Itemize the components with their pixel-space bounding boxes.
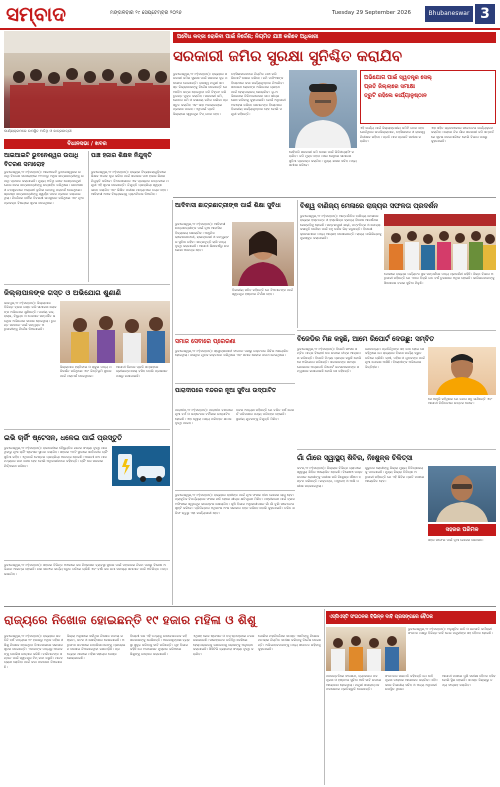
rule-mid-2 — [297, 449, 496, 450]
col-divider-2 — [297, 200, 298, 328]
second-story-body-a: ଭୁବନେଶ୍ୱର,୨୮।୯(ସମ୍ବାଦ): ବିଜେପି ସାଂସଦ ସମ୍ବିତ ପାତ୍ର ବିରୋଧୀ ଦଳ ଉପରେ ତୀବ୍ର ଆକ୍ରମଣ କରିଛନ୍ତି। ବିଜେଡି ମିଥ୍ୟା ପ୍ରଚାର କରୁଛି ବୋଲି ସେ ଅଭିଯୋଗ କରିଛନ୍ତି। ସରକାରଙ୍କ ସମସ୍ତ ଯୋଜନାର ଅଗ୍ରଗତି ରିପୋର୍ଟ ଜନସାଧାରଣଙ୍କ ସମ୍ମୁଖରେ ରଖାଯାଉଛି ବୋଲି ସେ କହିଛନ୍ତି। — [297, 347, 362, 374]
left-story3-body-col2: ଜିଲ୍ଲାପାଳ ହସ୍ପିଟାଲ ଓ ସ୍କୁଲ ମଧ୍ୟ ପରିଦର୍ଶନ କରିଥିଲେ ଏବଂ ଭିତ୍ତିଭୂମି ସୁଧାର ପାଇଁ ପରାମର୍ଶ ଦେଇଥିଲେ। — [60, 365, 112, 378]
mid-story1-headline: ଆଦିବାସୀ ଛାତ୍ରଛାତ୍ରୀଙ୍କ ପାଇଁ ଶିକ୍ଷା ସୁବିଧା — [175, 202, 281, 209]
left-story5-body: ଭୁବନେଶ୍ୱର,୨୮।୯(ସମ୍ବାଦ): ସହରର ବିଭିନ୍ନ ଅଞ୍ଚଳରେ ଜଳ ନିଷ୍କାସନ ବ୍ୟବସ୍ଥା ସୁଧାର ପାଇଁ ମହାନଗର ନିଗମ ପକ୍ଷରୁ ବିଶେଷ ଅଭିଯାନ ଆରମ୍ଭ ହୋଇଛି। ନାଳ ସଫେଇ କାର୍ଯ୍ୟ ଦ୍ରୁତ ଗତିରେ ଚାଲିଛି ଏବଂ ବର୍ଷା ଜଳ ଜମା ସମସ୍ୟା ସମାଧାନ ପାଇଁ ଅତିରିକ୍ତ ପମ୍ପ ଲଗାଯିବ। — [4, 563, 168, 576]
mid-story2-body: ଭୁବନେଶ୍ୱର,୨୮।୯(ସମ୍ବାଦ): ସ୍ୱେଚ୍ଛାସେବୀ ସଂଗଠନ ପକ୍ଷରୁ ରକ୍ତଦାନ ଶିବିର ଆୟୋଜିତ ହୋଇଥିଲା। ଶତାଧିକ ଯୁବକ ରକ୍ତଦାନ କରିଥିଲେ ଏବଂ ସମାଜ ସେବାର ଶପଥ ନେଇଥିଲେ। — [175, 349, 289, 358]
rule-third-top — [175, 383, 295, 384]
lead-kicker-bar — [173, 32, 496, 43]
mid-story2-headline: ସମାଜ ସେବାରେ ପ୍ରେରଣା — [175, 338, 236, 345]
left-story3-body-col1: ଜାଜପୁର,୨୮।୯(ସମ୍ବାଦ): ଜିଲ୍ଲାପାଳ ବିଭିନ୍ନ ବ୍ଲକ ଗସ୍ତ କରି ସାଧାରଣ ଲୋକଙ୍କ ଅଭିଯୋଗ ଶୁଣିଛନ୍ତି। ପାନୀୟ ଜଳ, ରାସ୍ତା, ବିଦ୍ୟୁତ ଓ ପେନସନ ସମ୍ପର୍କିତ ଶତାଧିକ ଅଭିଯୋଗ ଦାଖଲ ହୋଇଥିଲା। ତୁରନ୍ତ ସମାଧାନ ପାଇଁ ସମ୍ପୃକ୍ତ ଅଧିକାରୀଙ୍କୁ ନିର୍ଦ୍ଦେଶ ଦିଆଯାଇଛି। — [4, 301, 57, 332]
page-number: 3 — [475, 4, 495, 24]
rule-mid-3 — [175, 490, 295, 491]
col-divider-1 — [172, 200, 173, 605]
left-story3-photo — [60, 301, 170, 363]
masthead-rule — [0, 28, 500, 30]
rule-lead-bottom — [173, 197, 496, 198]
third-story-body-a: ପାରାଦୀପ,୨୮।୯(ସମ୍ବାଦ): ପାରାଦୀପ ବନ୍ଦରରେ ନୂଆ ବର୍ଥ ଓ କଣ୍ଟେନର ଟର୍ମିନାଲ ଉଦ୍‌ଘାଟିତ ହୋଇଛି। ଏହା ଦ୍ୱାରା ପଣ୍ୟ ପରିବହନ କ୍ଷମତା ବୃଦ୍ଧି ପାଇବ। — [175, 408, 233, 426]
rule-second-top — [297, 330, 496, 331]
lead-box-item3: ତ୍ରୁଟି ରହିଲେ କାର୍ଯ୍ୟାନୁଷ୍ଠାନ — [364, 93, 427, 99]
fourth-story-body-b: ଗୁରୁତର ରୋଗୀଙ୍କୁ ଜିଲ୍ଲା ମୁଖ୍ୟ ଚିକିତ୍ସାଳୟକୁ ପଠାଯାଇଛି। ମୁଖ୍ୟ ଜିଲ୍ଲା ଚିକିତ୍ସା ଅଧିକାରୀ କହିଛନ୍ତି ଯେ ଏହି ଶିବିର ପ୍ରତି ମାସରେ ଆୟୋଜିତ ହେବ। — [365, 466, 425, 484]
section-tag: ବିଧାନସଭା / ଖବର — [67, 141, 107, 147]
left-story2-body: ଭୁବନେଶ୍ୱର,୨୮।୯(ସମ୍ବାଦ): ରାଜ୍ୟର ବିଦ୍ୟାଳୟଗୁଡ଼ିକରେ ଶିକ୍ଷକ ଅଭାବ ଦୂର କରିବା ପାଇଁ ସରକାର ପାଞ୍ଚ ହଜାର ଶିକ୍ଷକ ନିଯୁକ୍ତି କରିବେ। ବିଧାନସଭାରେ ଏକ ପ୍ରଶ୍ନର ଉତ୍ତରରେ ମନ୍ତ୍ରୀ ଏହି ସୂଚନା ଦେଇଛନ୍ତି। ନିଯୁକ୍ତି ପ୍ରକ୍ରିୟା ସ୍ୱଚ୍ଛ ଭାବେ କରାଯିବ ଏବଂ ଲିଖିତ ପରୀକ୍ଷା ମାଧ୍ୟମରେ ଚୟନ ହେବ। ଆଦିବାସୀ ଅଞ୍ଚଳ ବିଦ୍ୟାଳୟକୁ ପ୍ରାଥମିକତା ଦିଆଯିବ। — [91, 170, 169, 197]
rule-left-1 — [4, 284, 170, 285]
bottom-body-col2: ଜିଲ୍ଲା ଅନୁସାରେ ସର୍ବାଧିକ ନିଖୋଜ ମାମଲା ଗଞ୍ଜାମ, କଟକ ଓ ଖୋର୍ଦ୍ଧାରେ ଦେଖାଯାଇଛି। ଅଧିକାଂଶ ଘଟଣାରେ ନାବାଳିକାମାନଙ୍କୁ ପ୍ରଲୋଭନ ଦେଖାଇ ନିଆଯାଇଥିବା ଜଣାପଡ଼ିଛି। ପ୍ରତ୍ୟେକ ଥାନାରେ ମହିଳା ସହାୟତା ଡେସ୍କ ଖୋଲାଯାଇଛି। — [67, 634, 126, 661]
rule-left-3 — [4, 560, 170, 561]
masthead-logo: ସମ୍ବାଦ — [6, 2, 66, 26]
left-col-divider — [88, 151, 89, 282]
bottom-right-headline-bar — [326, 611, 496, 624]
mid-story1-portrait — [232, 222, 294, 286]
right-feature-body-b: ମେଳାରେ ରାଜ୍ୟର ପର୍ଯ୍ୟଟନ ସ୍ଥଳ ସମ୍ପର୍କରେ ମଧ୍ୟ ପ୍ରଦର୍ଶନୀ ରହିଛି। ଶିଳ୍ପ ବିଭାଗ ଅଧିକାରୀ କହିଛନ୍ତି ଯେ ଏଥର ବିକ୍ରି ଗତ ବର୍ଷ ତୁଳନାରେ ଅଧିକ ହୋଇଛି। କାରିଗରମାନଙ୍କୁ ସିଧାସଳଖ ବଜାର ସୁବିଧା ମିଳୁଛି। — [384, 272, 495, 285]
sambit-portrait — [428, 347, 496, 395]
left-story2-headline: ପାଞ୍ଚ ହଜାର ଶିକ୍ଷକ ନିଯୁକ୍ତି — [91, 152, 152, 159]
trade-fair-photo — [384, 214, 496, 270]
left-story3-body-col3: ଆଗାମୀ ଦିନରେ ପ୍ରତି ସପ୍ତାହରେ ଗ୍ରୀଭାନ୍ସ ସେଲ୍ ବସିବ ବୋଲି ପ୍ରଶାସନ ପକ୍ଷରୁ ଜଣାଯାଇଛି। — [116, 365, 168, 378]
mid-story1-body-a: ଭୁବନେଶ୍ୱର,୨୮।୯(ସମ୍ବାଦ): ଆଦିବାସୀ ଛାତ୍ରଛାତ୍ରୀଙ୍କ ପାଇଁ ନୂଆ ଆବାସିକ ବିଦ୍ୟାଳୟ ଖୋଲାଯିବ। ଆଧୁନିକ ଲାବୋରେଟୋରୀ, ଲାଇବ୍ରେରୀ ଓ କମ୍ପ୍ୟୁଟର ସୁବିଧା ରହିବ। ଛାତ୍ରବୃତ୍ତି ରାଶି ମଧ୍ୟ ବୃଦ୍ଧି କରାଯାଇଛି। ଆଗାମୀ ଶିକ୍ଷାବର୍ଷରୁ ନାମଲେଖା ଆରମ୍ଭ ହେବ। — [175, 222, 230, 253]
lead-body-col5: ଏହା ସହିତ ଗ୍ରାମାଞ୍ଚଳରେ ସଚେତନତା କାର୍ଯ୍ୟକ୍ରମ କରାଯିବ। ଲୋକେ ନିଜ ଗାଁର ସରକାରୀ ଜମି ସମ୍ପର୍କରେ ସୂଚନା ଦେଇପାରିବେ ବୋଲି ବିଭାଗ ପକ୍ଷରୁ କୁହାଯାଇଛି। — [431, 126, 494, 144]
masthead — [0, 0, 500, 29]
bottom-right-body-b: ପଦୋନ୍ନତିରେ ସଂରକ୍ଷଣ, ବ୍ୟାକଲଗ ପଦପୂରଣ ଓ ହଷ୍ଟେଲ ସୁବିଧା ଆଦି ଦାବି ଉପରେ ଆଲୋଚନା ହୋଇଥିଲା। ମନ୍ତ୍ରୀ ସକାରାତ୍ମକ ପଦକ୍ଷେପର ପ୍ରତିଶ୍ରୁତି ଦେଇଛନ୍ତି। — [326, 674, 382, 692]
masthead-date-odia: ମଙ୍ଗଳବାର ୨୯ ସେପ୍ଟେମ୍ବର ୨୦୨୬ — [110, 10, 182, 16]
left-story3-headline: ଜିଲ୍ଲାପାଳଙ୍କ ଗସ୍ତ ଓ ଅଭିଯୋଗ ଶୁଣାଣି — [4, 288, 122, 297]
section-tag-bar — [4, 139, 170, 149]
bottom-headline: ରାଜ୍ୟରେ ନିଖୋଜ ହୋଇଛନ୍ତି ୧୯ ହଜାର ମହିଳା ଓ ଶିଶୁ — [4, 613, 257, 627]
crowd-illustration — [4, 31, 170, 128]
rule-bottom-top — [4, 606, 496, 607]
left-story4-body: ଭୁବନେଶ୍ୱର,୨୮।୯(ସମ୍ବାଦ): ରାଜଧାନୀରେ ବୈଦ୍ୟୁତିକ ଯାନର ସଂଖ୍ୟା ବୃଦ୍ଧି ପାଉଥିବାରୁ ନୂଆ ଚାର୍ଜିଂ ଷ୍ଟେସନ ସ୍ଥାପନ କରାଯିବ। ସହରର ୨୦ଟି ସ୍ଥାନରେ ସାର୍ବଜନୀନ ଚାର୍ଜିଂ ସୁବିଧା ରହିବ। ଏଥିପାଇଁ ଟେଣ୍ଡର ପ୍ରକ୍ରିୟା ଆରମ୍ଭ ହୋଇଛି। ଆଗାମୀ ଛଅ ମାସ ମଧ୍ୟରେ କାମ ଶେଷ ହେବ ବୋଲି ଅଧିକାରୀମାନେ କହିଛନ୍ତି। ଚାର୍ଜିଂ ଦର ସରକାର ନିର୍ଦ୍ଧାରଣ କରିବେ। — [4, 446, 108, 468]
ev-charging-graphic — [112, 446, 170, 486]
lead-box-item2: ପ୍ରତି ଜିଲ୍ଲାରେ ସମୀକ୍ଷା — [364, 84, 416, 90]
fourth-story-callout-text: ସହରର ପରିମଳ — [445, 527, 479, 533]
second-story-headline: ବିଜେଡିର ମିଛ କହୁଛି, ଆମେ ରିପୋର୍ଟ ଦେଉଛୁ: ସମ୍ବିତ — [297, 335, 435, 343]
rule-mid-1 — [175, 334, 295, 335]
rule-left-2 — [4, 429, 170, 430]
second-story-body-c: ସେ ଆହୁରି କହିଥିଲେ ଯେ ଜନତା ସବୁ ଜାଣିଛନ୍ତି ଏବଂ ଆଗାମୀ ନିର୍ବାଚନରେ ଉତ୍ତର ଦେବେ। — [428, 397, 493, 406]
lead-sidebar-box — [360, 70, 496, 124]
bottom-right-body-c: ସଂଗଠନର ସଭାପତି କହିଛନ୍ତି ଯେ ଦାବି ପୂରଣ ନହେଲେ ଆନ୍ଦୋଳନ କରାଯିବ। ବୈଠକରେ ବିଭାଗୀୟ ସଚିବ ଓ ଅନ୍ୟ ଅଧିକାରୀ ଉପସ୍ଥିତ ଥିଲେ। — [385, 674, 438, 692]
lead-body-col4: ଏହି କାର୍ଯ୍ୟ ପାଇଁ ଜିଲ୍ଲାସ୍ତରୀୟ କମିଟି ଗଠନ ହେବ ଯେଉଁଥିରେ ଉପଜିଲ୍ଲାପାଳ, ତହସିଲଦାର ଓ ରାଜସ୍ୱ ନିରୀକ୍ଷକ ରହିବେ। ପ୍ରତି ମାସ ପ୍ରଗତି ସମୀକ୍ଷା କରାଯିବ। — [360, 126, 425, 144]
lead-body-col1: ଭୁବନେଶ୍ୱର,୨୮।୯(ସମ୍ବାଦ): ରାଜ୍ୟରେ ସରକାରୀ ଜମିର ସୁରକ୍ଷା ପାଇଁ ସରକାର ଦୃଢ ପଦକ୍ଷେପ ନେଇଛନ୍ତି। ରାଜସ୍ୱ ମନ୍ତ୍ରୀ ସମସ୍ତ ଜିଲ୍ଲାପାଳଙ୍କୁ ନିର୍ଦ୍ଦେଶ ଦେଇଛନ୍ତି ଯେ ଅବୈଧ କବ୍ଜା ହୋଇଥିବା ଜମି ଚିହ୍ନଟ କରି ତୁରନ୍ତ ମୁକ୍ତ କରାଯିବ। ସରକାରୀ ଜମି, ଗୋଚର ଜମି ଓ ଜଳାଶୟ ଜମିର ତାଲିକା ପ୍ରସ୍ତୁତ କରାଯିବ ଏବଂ ତାହା ଅନଲାଇନ୍‌ରେ ପ୍ରକାଶ ପାଇବ। ଏଥିପାଇଁ ପ୍ରତି ଜିଲ୍ଲାରେ ସ୍ୱତନ୍ତ୍ର ଟିମ୍ ଗଠନ ହେବ। — [173, 72, 228, 116]
second-story-body-b: ଗଣମାଧ୍ୟମ ପ୍ରତିନିଧିଙ୍କ ସହ କଥା ହୋଇ ସେ କହିଥିଲେ ଯେ ରାଜ୍ୟରେ ବିକାଶ କାର୍ଯ୍ୟ ଦ୍ରୁତ ଗତିରେ ଚାଲିଛି। ଚାଷୀ, ମହିଳା ଓ ଯୁବକଙ୍କ ପାଇଁ ନୂଆ ଯୋଜନା ଆସିଛି। ବିରୋଧୀଙ୍କ ଅଭିଯୋଗ ଭିତ୍ତିହୀନ। — [365, 347, 425, 369]
masthead-date-en: Tuesday 29 September 2026 — [332, 10, 412, 16]
fourth-story-body-c: ସହର ସଫେଇ ପାଇଁ ନୂଆ ଯୋଜନା ଘୋଷଣା। — [428, 538, 484, 542]
third-story-headline: ପାରାଦୀପରେ ବନ୍ଦରର ନୂଆ ସୁବିଧା ଉଦ୍‌ଘାଟିତ — [175, 387, 277, 394]
bottom-right-body-d: ଆଗାମୀ ମାସରେ ପୁଣି ସମୀକ୍ଷା ବୈଠକ ବସିବ ବୋଲି ସ୍ଥିର ହୋଇଛି। ସମସ୍ତ ଜିଲ୍ଲାରୁ ତଥ୍ୟ ସଂଗ୍ରହ କରାଯିବ। — [442, 674, 496, 687]
lead-photo-students — [4, 31, 170, 128]
lead-body-col2: ତହସିଲଦାରମାନେ ନିୟମିତ ଯାଞ୍ଚ କରି ରିପୋର୍ଟ ଦାଖଲ କରିବେ। ଜମି ମାଫିଆଙ୍କ ବିରୋଧରେ କଡା କାର୍ଯ୍ୟାନୁଷ୍ଠାନ ନିଆଯିବ। ସାଧାରଣ ଲୋକଙ୍କ ଅଭିଯୋଗ ଗ୍ରହଣ ପାଇଁ ହେଲ୍ପଲାଇନ୍ ଖୋଲାଯିବ। ଭୂ-ଅଭିଲେଖର ଡିଜିଟାଇଜେସନ କାମ ଶୀଘ୍ର ଶେଷ କରିବାକୁ କୁହାଯାଇଛି। ଯେଉଁ ଅଧିକାରୀ ଅବହେଳା କରିବେ ସେମାନଙ୍କ ବିରୋଧରେ ବିଭାଗୀୟ କାର୍ଯ୍ୟାନୁଷ୍ଠାନ ହେବ ବୋଲି ମନ୍ତ୍ରୀ କହିଛନ୍ତି। — [231, 72, 286, 116]
lead-headline: ସରକାରୀ ଜମିର ସୁରକ୍ଷା ସୁନିଶ୍ଚିତ କରାଯିବ — [173, 47, 403, 65]
fourth-story-callout — [428, 524, 496, 536]
mid-story3-body: ଭୁବନେଶ୍ୱର,୨୮।୯(ସମ୍ବାଦ): ରାଜ୍ୟରେ ଚାଷୀଙ୍କ ପାଇଁ ନୂଆ ଫସଲ ବୀମା ଯୋଜନା ଲାଗୁ ହେବ। ପ୍ରାକୃତିକ ବିପର୍ଯ୍ୟୟରେ ଫସଲ କ୍ଷତି ହେଲେ ଶୀଘ୍ର କ୍ଷତିପୂରଣ ମିଳିବ। ପଞ୍ଜୀକରଣ ପାଇଁ ବ୍ଲକ ଅଫିସରେ ସ୍ୱତନ୍ତ୍ର କାଉଣ୍ଟର ଖୋଲାଯିବ। କୃଷି ବିଭାଗ ଅଧିକାରୀମାନେ ଗାଁ ଗାଁ ବୁଲି ସଚେତନତା ସୃଷ୍ଟି କରିବେ। ପ୍ରିମିୟମର ଅଧିକାଂଶ ଅଂଶ ସରକାର ବହନ କରିବେ ବୋଲି କୁହାଯାଇଛି। ଚଳିତ ଖରିଫ ଋତୁରୁ ଏହା କାର୍ଯ୍ୟକାରୀ ହେବ। — [175, 493, 295, 515]
bottom-right-photo — [326, 627, 406, 671]
right-feature-headline: ବିଶ୍ୱ ବାଣିଜ୍ୟ ମେଳାରେ ରାଜ୍ୟର ସଫଳତା ପ୍ରଦର୍ଶନ — [300, 202, 438, 210]
lead-kicker: ଅବୈଧ କବ୍ଜା ରୋକିବା ପାଇଁ ନିର୍ଦ୍ଦେଶ; ନିୟମିତ ଯାଞ୍ଚ କରିବେ ଅଧିକାରୀ — [177, 34, 319, 40]
doctor-portrait — [428, 466, 496, 522]
mid-story1-body-b: ବିଭାଗୀୟ ସଚିବ କହିଛନ୍ତି ଯେ ଝିଅମାନଙ୍କ ପାଇଁ ସ୍ୱତନ୍ତ୍ର ହଷ୍ଟେଲ ନିର୍ମାଣ ହେବ। — [232, 288, 293, 297]
edition-label: Bhubaneswar — [428, 10, 470, 17]
fourth-story-headline: ଗାଁ ଗାଁରେ ସ୍ୱାସ୍ଥ୍ୟ ଶିବିର, ନିଃଶୁଳ୍କ ଚିକିତ୍ସା — [297, 454, 413, 462]
lead-photo-caption: କାର୍ଯ୍ୟକ୍ରମରେ ଉପସ୍ଥିତ ଅତିଥି ଓ ଛାତ୍ରଛାତ୍ରୀ — [4, 129, 72, 133]
fourth-story-body-a: କଟକ,୨୮।୯(ସମ୍ବାଦ): ଜିଲ୍ଲାର ବିଭିନ୍ନ ଗ୍ରାମରେ ସ୍ୱାସ୍ଥ୍ୟ ଶିବିର ଆୟୋଜିତ ହୋଇଛି। ବିଶେଷଜ୍ଞ ଡାକ୍ତରମାନେ ରୋଗୀଙ୍କୁ ପରୀକ୍ଷା କରି ନିଃଶୁଳ୍କ ଔଷଧ ବଣ୍ଟନ କରିଛନ୍ତି। ରକ୍ତଚାପ, ମଧୁମେହ ଓ ଆଖି ପରୀକ୍ଷା କରାଯାଇଥିଲା। — [297, 466, 363, 488]
third-story-body-b: ବନ୍ଦର ଅଧ୍ୟକ୍ଷ କହିଛନ୍ତି ଯେ ଚଳିତ ବର୍ଷ ରେକର୍ଡ ପରିମାଣର ପଣ୍ୟ ପରିବହନ ହୋଇଛି। ସ୍ଥାନୀୟ ଯୁବକଙ୍କୁ ନିଯୁକ୍ତି ମିଳିବ। — [236, 408, 295, 421]
bottom-body-col3: ବିରୋଧୀ ଦଳ ଏହି ତଥ୍ୟକୁ ଉଦବେଗଜନକ କହି ସରକାରଙ୍କୁ ଘେରିଛନ୍ତି। ଆଇନଶୃଙ୍ଖଳା ବ୍ୟବସ୍ଥା ସୁଦୃଢ କରିବାକୁ ଦାବି କରିଛନ୍ତି। ଗୃହ ବିଭାଗ କହିଛି ଯେ ଅପରେସନ ମୁସ୍କାନ ଜରିଆରେ ଶିଶୁଙ୍କୁ ଉଦ୍ଧାର କରାଯାଉଛି। — [130, 634, 190, 656]
bottom-right-body-a: ଭୁବନେଶ୍ୱର,୨୮।୯(ସମ୍ବାଦ): ଅନୁସୂଚିତ ଜାତି ଓ ଜନଜାତି କର୍ମଚାରୀ ସଂଗଠନ ପକ୍ଷରୁ ବିଭିନ୍ନ ଦାବି ନେଇ ମନ୍ତ୍ରୀଙ୍କ ସହ ବୈଠକ ହୋଇଛି। — [408, 627, 493, 636]
bottom-right-headline: ଏସ୍‌ସିଏସ୍‌ଟି ସଂଗଠନର ବିଭିନ୍ନ ଦାବି ପ୍ରସଙ୍ଗରେ ବୈଠକ — [329, 615, 433, 620]
bottom-body-col5: ପୋଲିସ ମହାନିର୍ଦ୍ଦେଶକ ସମସ୍ତ ଏସପିଙ୍କୁ ନିଖୋଜ ମାମଲାର ନିୟମିତ ସମୀକ୍ଷା କରିବାକୁ ନିର୍ଦ୍ଦେଶ ଦେଇଛନ୍ତି। ଅଭିଭାବକମାନଙ୍କୁ ମଧ୍ୟ ସଚେତନ ରହିବାକୁ କୁହାଯାଇଛି। — [258, 634, 322, 652]
lead-box-item1: ଅଭିଯୋଗ ପାଇଁ ସ୍ୱତନ୍ତ୍ର ସେଲ୍ — [364, 75, 432, 81]
bottom-divider — [324, 609, 325, 785]
left-story1-headline: ଆଇଆଇଟି ଭୁବନେଶ୍ୱର ଉପାଧି ବିତରଣ ସମାରୋହ — [4, 152, 79, 168]
lead-body-col3: ସେହିପରି ସରକାରୀ ଜମି ଦଖଲ ପାଇଁ ଭିଡିଓଗ୍ରାଫି କରାଯିବ। ଜମି ମୁକ୍ତ ହେବା ପରେ ସେଥିରେ ସାଧାରଣ ସୁବିଧା ପ୍ରକଳ୍ପ କରାଯିବ। ମୁଖ୍ୟ ଶାସନ ସଚିବ ମଧ୍ୟ ସମୀକ୍ଷା କରିବେ। — [289, 150, 357, 168]
edition-badge — [425, 6, 473, 22]
right-feature-body-a: ଭୁବନେଶ୍ୱର,୨୮।୯(ସମ୍ବାଦ): ଆନ୍ତର୍ଜାତିକ ବାଣିଜ୍ୟ ମେଳାରେ ରାଜ୍ୟର ହସ୍ତତନ୍ତ ଓ ହସ୍ତଶିଳ୍ପ ଦ୍ରବ୍ୟ ବିଶେଷ ଆକର୍ଷଣର କେନ୍ଦ୍ରବିନ୍ଦୁ ହୋଇଛି। ସମ୍ବଲପୁରୀ ଶାଢ଼ୀ, ପଟ୍ଟଚିତ୍ର ଓ ଡୋକ୍ରା କଳାକୃତି ଦେଖିବା ପାଇଁ ବହୁ ଦର୍ଶକ ଭିଡ଼ କରୁଛନ୍ତି। ବିଦେଶୀ କ୍ରେତାମାନେ ମଧ୍ୟ ଆଗ୍ରହ ଦେଖାଇଛନ୍ତି। ରାଜ୍ୟ ପାଭିଲିୟନକୁ ପୁରସ୍କୃତ କରାଯାଇଛି। — [300, 214, 382, 241]
left-story1-body: ଭୁବନେଶ୍ୱର,୨୮।୯(ସମ୍ବାଦ): ଆଇଆଇଟି ଭୁବନେଶ୍ୱରର ଉପାଧି ବିତରଣ ସମାରୋହରେ ୧୨୦୦ରୁ ଅଧିକ ଛାତ୍ରଛାତ୍ରୀଙ୍କୁ ଉପାଧି ପ୍ରଦାନ କରାଯାଇଛି। ମୁଖ୍ୟ ଅତିଥି ଭାବେ କେନ୍ଦ୍ରମନ୍ତ୍ରୀ ଯୋଗ ଦେଇ ଛାତ୍ରଛାତ୍ରୀଙ୍କୁ ଉତ୍ସାହିତ କରିଥିଲେ। ଗବେଷଣା ଓ ନବସୃଜନରେ ଅଗ୍ରଣୀ ଭୂମିକା ନେବାକୁ ପରାମର୍ଶ ଦେଇଥିଲେ। ଶ୍ରେଷ୍ଠ ଛାତ୍ରଛାତ୍ରୀଙ୍କୁ ସ୍ୱର୍ଣ୍ଣ ପଦକ ପ୍ରଦାନ କରାଯାଇଥିଲା। ନିର୍ଦ୍ଦେଶକ ବାର୍ଷିକ ବିବରଣୀ ଉପସ୍ଥାପନ କରିଥିଲେ ଏବଂ ନୂଆ ପ୍ରକଳ୍ପ ବିଷୟରେ ସୂଚନା ଦେଇଥିଲେ। — [4, 170, 84, 205]
left-story4-headline: ଇଭି ଚାର୍ଜିଂ ଷ୍ଟେସନ, ଧଳେଇ ପାଇଁ ପ୍ରସ୍ତୁତି — [4, 434, 123, 442]
minister-portrait — [289, 70, 357, 148]
bottom-body-col4: ଏଥିସହ ରେଳ ଷ୍ଟେସନ ଓ ବସ୍ ଷ୍ଟାଣ୍ଡରେ ନଜର ରଖାଯାଉଛି। ସନ୍ଦେହଜନକ ଗତିବିଧି ଦେଖିଲେ ହେଲ୍ପଲାଇନକୁ ଜଣାଇବାକୁ ଲୋକଙ୍କୁ ଅନୁରୋଧ କରାଯାଇଛି। ସିସିଟିଭି କ୍ୟାମେରା ସଂଖ୍ୟା ବୃଦ୍ଧି କରାଯିବ। — [193, 634, 255, 656]
bottom-body-col1: ଭୁବନେଶ୍ୱର,୨୮।୯(ସମ୍ବାଦ): ରାଜ୍ୟରେ ଗତ ତିନି ବର୍ଷ ମଧ୍ୟରେ ୧୯ ହଜାରରୁ ଅଧିକ ମହିଳା ଓ ଶିଶୁ ନିଖୋଜ ହୋଇଥିବା ବିଧାନସଭାରେ ସରକାର ସୂଚନା ଦେଇଛନ୍ତି। ଏମାନଙ୍କ ମଧ୍ୟରୁ ଅନେକଙ୍କୁ ପୋଲିସ ଉଦ୍ଧାର କରିଛି। ବାକିମାନଙ୍କ ସନ୍ଧାନ ପାଇଁ ସ୍ୱତନ୍ତ୍ର ଟିମ୍ କାମ କରୁଛି। ମାନବ ଚାଲାଣ ରୋକିବା ପାଇଁ କଡା ପଦକ୍ଷେପ ନିଆଯାଉଛି। — [4, 634, 64, 669]
